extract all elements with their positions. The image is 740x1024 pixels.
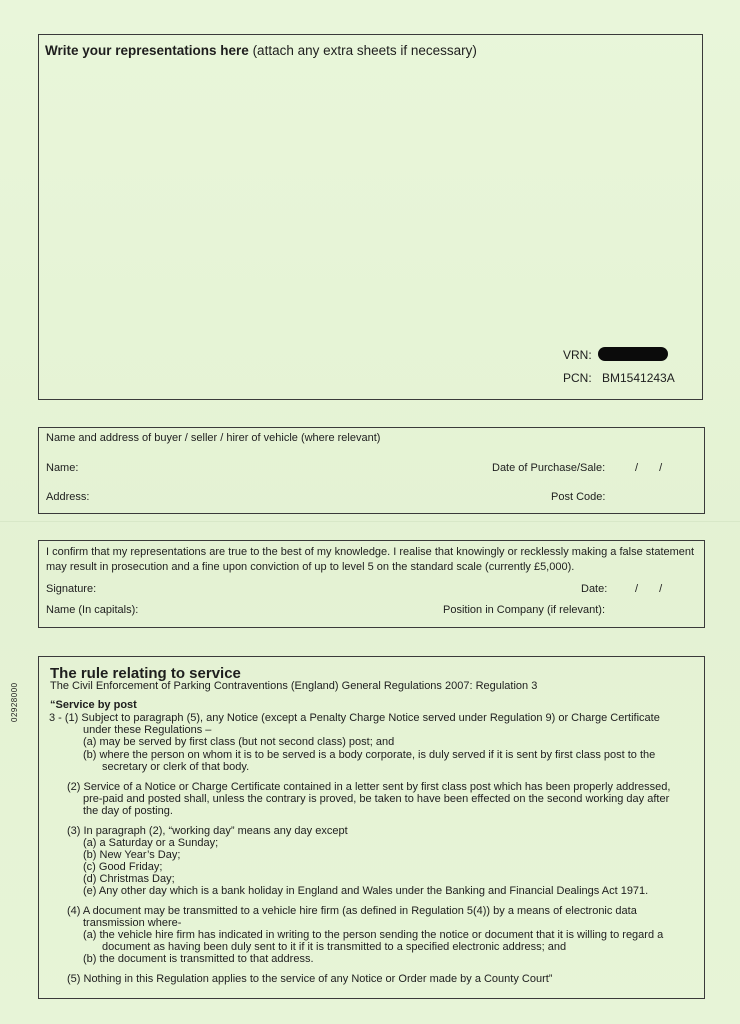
regulation-line: (d) Christmas Day;: [83, 873, 175, 885]
form-code: 02928000: [10, 682, 19, 722]
buyer-address-field[interactable]: Address:: [46, 491, 90, 503]
signature-field[interactable]: Signature:: [46, 583, 97, 595]
date-of-purchase-field[interactable]: / /: [635, 462, 663, 474]
service-rule-subtitle: The Civil Enforcement of Parking Contraventions (England) General Regulations 2007: Regulation 3: [50, 680, 538, 692]
name-capitals-field[interactable]: Name (In capitals):: [46, 604, 139, 616]
regulation-line: secretary or clerk of that body.: [102, 761, 250, 773]
confirmation-statement: I confirm that my representations are true to the best of my knowledge. I realise that knowingly or recklessly making a false statement may result in prosecution and a fine upon conviction of up to level 5 on the standard scale (currently £5,000).: [46, 546, 695, 573]
regulation-line: (b) where the person on whom it is to be served is a body corporate, is duly served if it is sent by first class post to the: [83, 749, 656, 761]
date-field[interactable]: / /: [635, 583, 663, 595]
regulation-line: (e) Any other day which is a bank holiday in England and Wales under the Banking and Financial Dealings Act 1971.: [83, 885, 649, 897]
date-of-purchase-label: Date of Purchase/Sale:: [492, 462, 606, 474]
regulation-line: (b) the document is transmitted to that address.: [83, 953, 314, 965]
date-label: Date:: [581, 583, 608, 595]
regulation-line: (a) the vehicle hire firm has indicated in writing to the person sending the notice or document that it is willing to regard a: [83, 929, 664, 941]
regulation-line: (a) a Saturday or a Sunday;: [83, 837, 219, 849]
postcode-field[interactable]: Post Code:: [551, 491, 606, 503]
regulation-line: (b) New Year’s Day;: [83, 849, 181, 861]
pcn-value: BM1541243A: [602, 371, 675, 385]
regulation-line: (5) Nothing in this Regulation applies to the service of any Notice or Order made by a County Court”: [67, 973, 553, 985]
representations-heading: Write your representations here (attach any extra sheets if necessary): [45, 43, 477, 58]
vrn-label: VRN:: [563, 348, 592, 362]
representations-box[interactable]: [38, 34, 703, 400]
buyer-details-box: [38, 427, 705, 514]
regulation-line: 3 - (1) Subject to paragraph (5), any Notice (except a Penalty Charge Notice served under Regulation 9) or Charge Certificate: [49, 712, 660, 724]
regulation-line: pre-paid and posted shall, unless the contrary is proved, be taken to have been effected on the second working day after: [83, 793, 670, 805]
confirmation-box: [38, 540, 705, 628]
service-rule-box: [38, 656, 705, 999]
pcn-label: PCN:: [563, 371, 592, 385]
buyer-heading: Name and address of buyer / seller / hirer of vehicle (where relevant): [46, 432, 381, 444]
regulation-line: under these Regulations –: [83, 724, 212, 736]
service-by-post-heading: “Service by post: [50, 699, 137, 711]
vrn-redaction: [598, 347, 668, 361]
regulation-line: (4) A document may be transmitted to a vehicle hire firm (as defined in Regulation 5(4)) by a means of electronic data: [67, 905, 637, 917]
service-rule-title: The rule relating to service: [50, 665, 241, 682]
regulation-line: transmission where-: [83, 917, 182, 929]
regulation-line: (3) In paragraph (2), “working day” means any day except: [67, 825, 348, 837]
regulation-line: (2) Service of a Notice or Charge Certificate contained in a letter sent by first class post which has been properly addressed,: [67, 781, 671, 793]
regulation-line: the day of posting.: [83, 805, 173, 817]
regulation-line: document as having been duly sent to it if it is transmitted to a specified electronic address; and: [102, 941, 567, 953]
regulation-line: (a) may be served by first class (but not second class) post; and: [83, 736, 395, 748]
fold-line: [0, 521, 740, 522]
position-in-company-field[interactable]: Position in Company (if relevant):: [443, 604, 606, 616]
buyer-name-field[interactable]: Name:: [46, 462, 79, 474]
regulation-line: (c) Good Friday;: [83, 861, 163, 873]
